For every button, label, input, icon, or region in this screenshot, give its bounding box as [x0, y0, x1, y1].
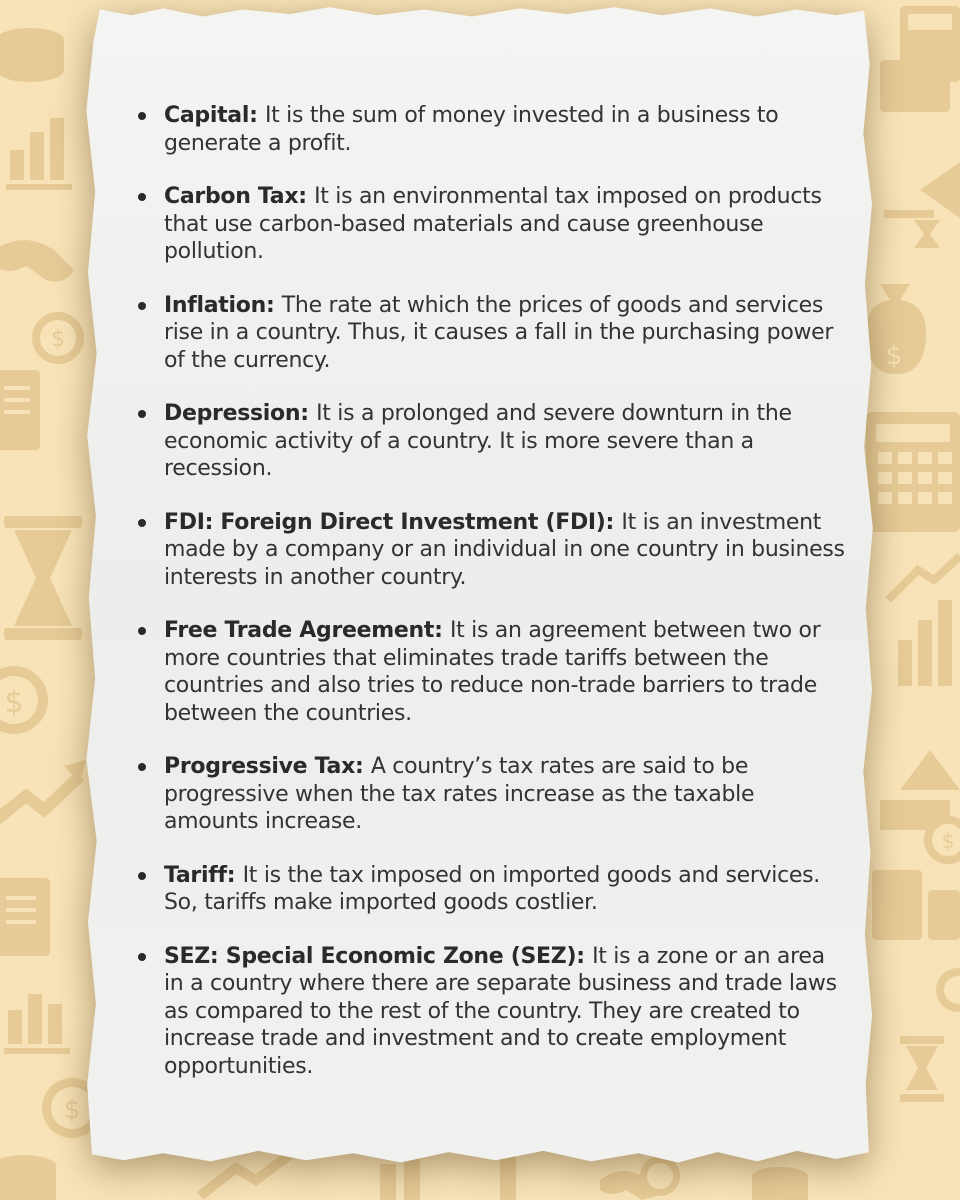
glossary-list — [136, 102, 848, 1106]
term-definition: A country’s tax rates are said to be progressive when the tax rates increase as the taxable amounts increase. — [164, 754, 755, 834]
glossary-item-carbon-tax — [136, 183, 848, 266]
svg-text:$: $ — [885, 341, 903, 371]
term-label: SEZ: Special Economic Zone (SEZ): — [164, 943, 593, 969]
bullet-icon — [138, 410, 146, 418]
bullet-icon — [138, 763, 146, 771]
term-definition: It is an agreement between two or more countries that eliminates trade tariffs between the countries and also tries to reduce non-trade barriers to trade between the countries. — [164, 618, 821, 726]
bullet-icon — [138, 953, 146, 961]
svg-text:$: $ — [4, 685, 24, 720]
bullet-icon — [138, 872, 146, 880]
svg-text:$: $ — [63, 1095, 81, 1125]
bullet-icon — [138, 302, 146, 310]
term-label: Carbon Tax: — [164, 184, 315, 209]
term-definition: The rate at which the prices of goods and services rise in a country. Thus, it causes a fall in the purchasing power of the currency. — [164, 292, 834, 373]
term-definition: It is a prolonged and severe downturn in the economic activity of a country. It is more severe than a recession. — [164, 401, 792, 481]
glossary-item-progressive-tax — [136, 753, 848, 836]
term-definition: It is a zone or an area in a country where there are separate business and trade laws as compared to the rest of the country. They are created to increase trade and investment and to create employment opportunities. — [164, 943, 837, 1079]
glossary-item-fdi — [136, 509, 848, 592]
svg-text:$: $ — [941, 829, 955, 853]
glossary-item-inflation — [136, 292, 848, 375]
term-label: Depression: — [164, 401, 317, 426]
glossary-item-sez — [136, 943, 848, 1081]
bullet-icon — [138, 519, 146, 527]
term-label: FDI: Foreign Direct Investment (FDI): — [164, 509, 622, 535]
term-definition: It is the tax imposed on imported goods and services. So, tariffs make imported goods costlier. — [164, 862, 821, 915]
term-label: Tariff: — [164, 862, 243, 888]
term-definition: It is an investment made by a company or an individual in one country in business interests in another country. — [164, 509, 845, 590]
bullet-icon — [138, 193, 146, 201]
bullet-icon — [138, 627, 146, 635]
glossary-item-depression — [136, 400, 848, 483]
term-label: Progressive Tax: — [164, 754, 371, 779]
glossary-item-capital — [136, 102, 848, 157]
term-definition: It is an environmental tax imposed on products that use carbon-based materials and cause greenhouse pollution. — [164, 184, 822, 264]
glossary-item-tariff — [136, 862, 848, 917]
bullet-icon — [138, 112, 146, 120]
glossary-item-free-trade-agreement — [136, 617, 848, 727]
term-label: Capital: — [164, 103, 265, 128]
term-definition: It is the sum of money invested in a business to generate a profit. — [164, 103, 779, 156]
term-label: Free Trade Agreement: — [164, 618, 450, 643]
term-label: Inflation: — [164, 292, 282, 318]
svg-text:$: $ — [51, 327, 65, 352]
